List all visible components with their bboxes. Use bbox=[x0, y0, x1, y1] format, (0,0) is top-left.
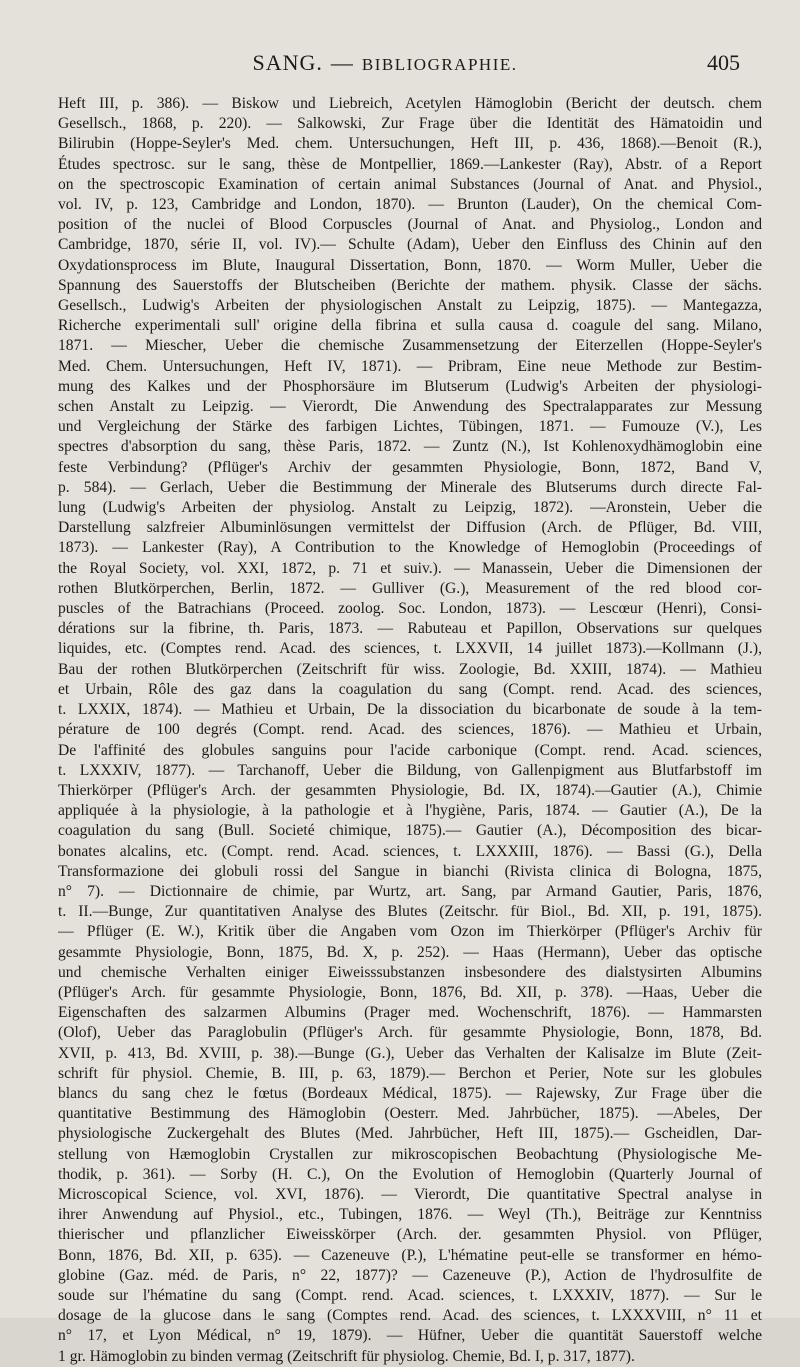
text-line: ihrer Anwendung auf Physiol., etc., Tubingen, 1876. — Weyl (Th.), Beiträge zur Kenntniss bbox=[58, 1206, 762, 1224]
text-line: Études spectrosc. sur le sang, thèse de Montpellier, 1869.—Lankester (Ray), Abstr. of a Report bbox=[58, 155, 762, 173]
text-line: rothen Blutkörperchen, Berlin, 1872. — Gulliver (G.), Measurement of the red blood cor- bbox=[58, 579, 762, 597]
text-line: Bilirubin (Hoppe-Seyler's Med. chem. Untersuchungen, Heft III, p. 436, 1868).—Benoit (R.), bbox=[58, 135, 762, 153]
text-line: thodik, p. 361). — Sorby (H. C.), On the Evolution of Hemoglobin (Quarterly Journal of bbox=[58, 1165, 762, 1183]
text-line: dérations sur la fibrine, th. Paris, 1873. — Rabuteau et Papillon, Observations sur quelques bbox=[58, 620, 762, 638]
text-line: gesammte Physiologie, Bonn, 1875, Bd. X, p. 252). — Haas (Hermann), Ueber das optische bbox=[58, 943, 762, 961]
text-line: Transformazione dei globuli rossi del Sangue in bianchi (Rivista clinica di Bologna, 1875, bbox=[58, 862, 762, 880]
text-line: pérature de 100 degrés (Compt. rend. Acad. des sciences, 1876). — Mathieu et Urbain, bbox=[58, 721, 762, 739]
text-line: on the spectroscopic Examination of certain animal Substances (Journal of Anat. and Physiol., bbox=[58, 175, 762, 193]
text-line: the Royal Society, vol. XXI, 1872, p. 71 et suiv.). — Manassein, Ueber die Dimensionen der bbox=[58, 559, 762, 577]
bibliography-text bbox=[58, 94, 762, 1367]
text-line: blancs du sang chez le fœtus (Bordeaux Médical, 1875). — Rajewsky, Zur Frage über die bbox=[58, 1084, 762, 1102]
text-line: 1873). — Lankester (Ray), A Contribution to the Knowledge of Hemoglobin (Proceedings of bbox=[58, 539, 762, 557]
page-header bbox=[60, 50, 740, 84]
text-line: n° 17, et Lyon Médical, n° 19, 1879). — Hüfner, Ueber die quantität Sauerstoff welche bbox=[58, 1327, 762, 1345]
text-line: n° 7). — Dictionnaire de chimie, par Wurtz, art. Sang, par Armand Gautier, Paris, 1876, bbox=[58, 882, 762, 900]
text-line: t. II.—Bunge, Zur quantitativen Analyse des Blutes (Zeitschr. für Biol., Bd. XII, p. 191, 1875). bbox=[58, 903, 762, 921]
text-line: (Pflüger's Arch. für gesammte Physiologie, Bonn, 1876, Bd. XII, p. 378). —Haas, Ueber die bbox=[58, 983, 762, 1001]
text-line: Microscopical Science, vol. XVI, 1876). — Vierordt, Die quantitative Spectral analyse in bbox=[58, 1185, 762, 1203]
text-line: 1871. — Miescher, Ueber die chemische Zusammensetzung der Eiterzellen (Hoppe-Seyler's bbox=[58, 337, 762, 355]
text-line: Thierkörper (Pflüger's Arch. der gesammten Physiologie, Bd. IX, 1874).—Gautier (A.), Chimie bbox=[58, 781, 762, 799]
text-line: (Olof), Ueber das Paraglobulin (Pflüger's Arch. für gesammte Physiologie, Bonn, 1878, Bd. bbox=[58, 1024, 762, 1042]
text-line: quantitative Bestimmung des Hämoglobin (Oesterr. Med. Jahrbücher, 1875). —Abeles, Der bbox=[58, 1105, 762, 1123]
text-line: p. 584). — Gerlach, Ueber die Bestimmung der Minerale des Blutserums durch directe Fal- bbox=[58, 478, 762, 496]
text-line: schen Anstalt zu Leipzig. — Vierordt, Die Anwendung des Spectralapparates zur Messung bbox=[58, 398, 762, 416]
text-line: feste Verbindung? (Pflüger's Archiv der gesammten Physiologie, Bonn, 1872, Band V, bbox=[58, 458, 762, 476]
text-line: puscles of the Batrachians (Proceed. zoolog. Soc. London, 1873). — Lescœur (Henri), Consi- bbox=[58, 600, 762, 618]
text-line: lung (Ludwig's Arbeiten der physiolog. Anstalt zu Leipzig, 1872). —Aronstein, Ueber die bbox=[58, 499, 762, 517]
text-line: Richerche experimentali sull' origine della fibrina et sulla causa d. coagule del sang. Milano, bbox=[58, 317, 762, 335]
text-line: Spannung des Sauerstoffs der Blutscheiben (Berichte der mathem. physik. Classe der sächs. bbox=[58, 276, 762, 294]
text-line: coagulation du sang (Bull. Societé chimique, 1875).— Gautier (A.), Décomposition des bicar- bbox=[58, 822, 762, 840]
text-line: Darstellung salzfreier Albuminlösungen vermittelst der Diffusion (Arch. de Pflüger, Bd. VIII, bbox=[58, 519, 762, 537]
text-line: globine (Gaz. méd. de Paris, n° 22, 1877)? — Cazeneuve (P.), Action de l'hydrosulfite de bbox=[58, 1266, 762, 1284]
text-line: soude sur l'hématine du sang (Compt. rend. Acad. sciences, t. LXXXIV, 1877). — Sur le bbox=[58, 1286, 762, 1304]
text-line: Oxydationsprocess im Blute, Inaugural Dissertation, Bonn, 1870. — Worm Muller, Ueber die bbox=[58, 256, 762, 274]
text-line: Bonn, 1876, Bd. XII, p. 635). — Cazeneuve (P.), L'hématine peut-elle se transformer en hémo- bbox=[58, 1246, 762, 1264]
text-line: De l'affinité des globules sanguins pour l'acide carbonique (Compt. rend. Acad. sciences, bbox=[58, 741, 762, 759]
running-title-subtitle: BIBLIOGRAPHIE. bbox=[361, 55, 518, 74]
text-line: und Vergleichung der Stärke des farbigen Lichtes, Tübingen, 1871. — Fumouze (V.), Les bbox=[58, 418, 762, 436]
text-line: t. LXXIX, 1874). — Mathieu et Urbain, De la dissociation du bicarbonate de soude à la tem- bbox=[58, 701, 762, 719]
text-line: Eigenschaften des salzarmen Albumins (Prager med. Wochenschrift, 1876). — Hammarsten bbox=[58, 1004, 762, 1022]
text-line: bonates alcalins, etc. (Compt. rend. Acad. sciences, t. LXXXIII, 1876). — Bassi (G.), Della bbox=[58, 842, 762, 860]
text-line: Gesellsch., 1868, p. 220). — Salkowski, Zur Frage über die Identität des Hämatoidin und bbox=[58, 115, 762, 133]
text-line: position of the nuclei of Blood Corpuscles (Journal of Anat. and Physiolog., London and bbox=[58, 216, 762, 234]
text-line: 1 gr. Hämoglobin zu binden vermag (Zeitschrift für physiolog. Chemie, Bd. I, p. 317, 1877). bbox=[58, 1347, 635, 1365]
text-line: thierischer und pflanzlicher Eiweisskörper (Arch. der. gesammten Physiol. von Pflüger, bbox=[58, 1226, 762, 1244]
text-line: et Urbain, Rôle des gaz dans la coagulation du sang (Compt. rend. Acad. des sciences, bbox=[58, 680, 762, 698]
text-line: Gesellsch., Ludwig's Arbeiten der physiologischen Anstalt zu Leipzig, 1875). — Mantegazza, bbox=[58, 297, 762, 315]
text-line: spectres d'absorption du sang, thèse Paris, 1872. — Zuntz (N.), Ist Kohlenoxydhämoglobin eine bbox=[58, 438, 762, 456]
text-line: liquides, etc. (Comptes rend. Acad. des sciences, t. LXXVII, 14 juillet 1873).—Kollmann (J.), bbox=[58, 640, 762, 658]
text-line: Cambridge, 1870, série II, vol. IV).— Schulte (Adam), Ueber den Einfluss des Chinin auf den bbox=[58, 236, 762, 254]
text-line: Heft III, p. 386). — Biskow und Liebreich, Acetylen Hämoglobin (Bericht der deutsch. chem bbox=[58, 95, 762, 112]
text-line: XVII, p. 413, Bd. XVIII, p. 38).—Bunge (G.), Ueber das Verhalten der Kalisalze im Blute (Zeit- bbox=[58, 1044, 762, 1062]
text-line: dosage de la glucose dans le sang (Comptes rend. Acad. des sciences, t. LXXXVIII, n° 11 et bbox=[58, 1307, 762, 1325]
text-line: t. LXXXIV, 1877). — Tarchanoff, Ueber die Bildung, von Gallenpigment aus Blutfarbstoff im bbox=[58, 761, 762, 779]
text-line: physiologische Zuckergehalt des Blutes (Med. Jahrbücher, Heft III, 1875).— Gscheidlen, Dar- bbox=[58, 1125, 762, 1143]
text-line: — Pflüger (E. W.), Kritik über die Angaben vom Ozon im Thierkörper (Pflüger's Archiv für bbox=[58, 923, 762, 941]
running-title-main: SANG. bbox=[252, 50, 323, 75]
running-title bbox=[60, 50, 710, 76]
text-line: mung des Kalkes und der Phosphorsäure im Blutserum (Ludwig's Arbeiten der physiologi- bbox=[58, 377, 762, 395]
running-title-separator: — bbox=[330, 50, 354, 75]
text-line: Med. Chem. Untersuchungen, Heft IV, 1871). — Pribram, Eine neue Methode zur Bestim- bbox=[58, 357, 762, 375]
text-line: und chemische Verhalten einiger Eiweisssubstanzen insbesondere des dialstysirten Albumins bbox=[58, 963, 762, 981]
text-line: Bau der rothen Blutkörperchen (Zeitschrift für wiss. Zoologie, Bd. XXIII, 1874). — Mathieu bbox=[58, 660, 762, 678]
text-line: vol. IV, p. 123, Cambridge and London, 1870). — Brunton (Lauder), On the chemical Com- bbox=[58, 196, 762, 214]
page-number: 405 bbox=[707, 50, 740, 75]
text-line: stellung von Hæmoglobin Crystallen zur mikroscopischen Beobachtung (Physiologische Me- bbox=[58, 1145, 762, 1163]
text-line: schrift für physiol. Chemie, B. III, p. 63, 1879).— Berchon et Perier, Note sur les globules bbox=[58, 1064, 762, 1082]
text-line: appliquée à la physiologie, à la pathologie et à l'hygiène, Paris, 1874. — Gautier (A.), De la bbox=[58, 802, 762, 820]
